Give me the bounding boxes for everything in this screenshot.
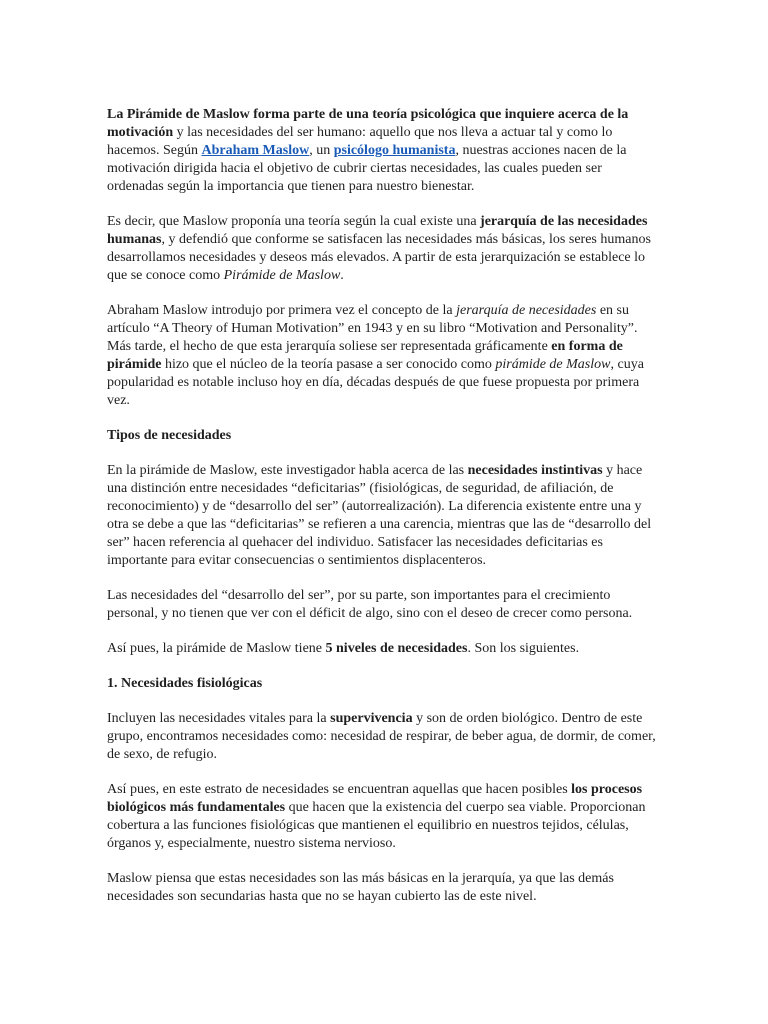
text: y hace una distinción entre necesidades “deficitarias” (fisiológicas, de seguridad, de afiliación, de reconocimiento) y de “desarrollo del ser” (autorrealización). La diferencia existente entre una y otra se debe a que las “deficitarias” se refieren a una carencia, mientras que las de “desarrollo del ser” hacen referencia al quehacer del individuo. Satisfacer las necesidades deficitarias es importante para evitar consecuencias o sentimientos displacenteros.: [107, 463, 652, 568]
text: , y defendió que conforme se satisfacen las necesidades más básicas, los seres humanos desarrollamos necesidades y deseos más elevados. A partir de esta jerarquización se establece lo que se conoce como: [107, 232, 651, 283]
paragraph-historia: [107, 302, 659, 410]
text: , un: [309, 143, 334, 158]
text: que hacen que la existencia del cuerpo sea viable. Proporcionan cobertura a las funciones fisiológicas que mantienen el equilibrio en nuestros tejidos, células, órganos y, especialmente, nuestro sistema nervioso.: [107, 800, 646, 851]
bold-text: los procesos biológicos más fundamentales: [107, 782, 643, 815]
heading-necesidades-fisiologicas: 1. Necesidades fisiológicas: [107, 676, 263, 691]
text: Así pues, la pirámide de Maslow tiene: [107, 641, 326, 656]
text: En la pirámide de Maslow, este investigador habla acerca de las: [107, 463, 468, 478]
text: , cuya popularidad es notable incluso hoy en día, décadas después de que fuese propuesta por primera vez.: [107, 357, 644, 408]
text: Es decir, que Maslow proponía una teoría según la cual existe una: [107, 214, 481, 229]
paragraph-desarrollo-ser: Las necesidades del “desarrollo del ser”, por su parte, son importantes para el crecimiento personal, y no tienen que ver con el déficit de algo, sino con el deseo de crecer como persona.: [107, 588, 633, 621]
link-psicologo-humanista[interactable]: psicólogo humanista: [333, 143, 456, 158]
bold-text: en forma de pirámide: [107, 339, 623, 372]
text: y son de orden biológico. Dentro de este grupo, encontramos necesidades como: necesidad de respirar, de beber agua, de dormir, de comer, de sexo, de refugio.: [107, 711, 656, 762]
text: hizo que el núcleo de la teoría pasase a ser conocido como: [161, 357, 496, 372]
paragraph-intro: [107, 106, 659, 196]
paragraph-supervivencia: [107, 710, 659, 764]
paragraph-cinco-niveles: [107, 640, 659, 658]
document-body: [107, 106, 659, 923]
bold-text: necesidades instintivas: [467, 463, 603, 478]
italic-text: Pirámide de Maslow: [223, 268, 341, 283]
paragraph-necesidades-instintivas: [107, 462, 659, 570]
text: .: [340, 268, 344, 283]
bold-text: jerarquía de las necesidades humanas: [107, 214, 648, 247]
text: , nuestras acciones nacen de la motivación dirigida hacia el objetivo de cubrir ciertas necesidades, las cuales pueden ser ordenadas según la importancia que tienen para nuestro bienestar.: [107, 143, 627, 194]
paragraph-necesidades-basicas: Maslow piensa que estas necesidades son las más básicas en la jerarquía, ya que las demás necesidades son secundarias hasta que no se hayan cubierto las de este nivel.: [107, 871, 614, 904]
text: Abraham Maslow introdujo por primera vez el concepto de la: [107, 303, 457, 318]
bold-text: La Pirámide de Maslow forma parte de una teoría psicológica que inquiere acerca de la motivación: [107, 107, 629, 140]
text: . Son los siguientes.: [467, 641, 580, 656]
bold-text: 5 niveles de necesidades: [325, 641, 468, 656]
bold-text: supervivencia: [330, 711, 413, 726]
text: Así pues, en este estrato de necesidades se encuentran aquellas que hacen posibles: [107, 782, 572, 797]
heading-tipos-necesidades: Tipos de necesidades: [107, 428, 232, 443]
italic-text: pirámide de Maslow: [495, 357, 611, 372]
link-abraham-maslow[interactable]: Abraham Maslow: [201, 143, 310, 158]
paragraph-procesos-biologicos: [107, 781, 659, 853]
italic-text: jerarquía de necesidades: [456, 303, 597, 318]
text: Incluyen las necesidades vitales para la: [107, 711, 331, 726]
text: en su artículo “A Theory of Human Motivation” en 1943 y en su libro “Motivation and Personality”. Más tarde, el hecho de que esta jerarquía soliese ser representada gráficamente: [107, 303, 638, 354]
paragraph-jerarquia: [107, 213, 659, 285]
text: y las necesidades del ser humano: aquello que nos lleva a actuar tal y como lo hacemos. Según: [107, 125, 613, 158]
